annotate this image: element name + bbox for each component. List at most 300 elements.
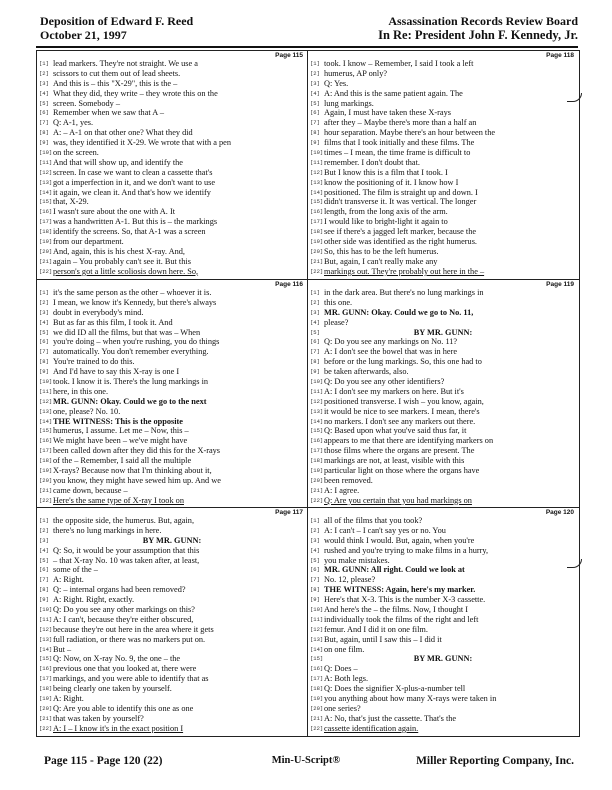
- transcript-line: [37, 188, 307, 198]
- line-text: MR. GUNN: Okay. Could we go to the next: [53, 396, 207, 406]
- line-number: [16]: [39, 437, 53, 445]
- transcript-line: [308, 536, 578, 546]
- transcript-line: [308, 69, 578, 79]
- line-number: [6]: [39, 338, 49, 346]
- header-rule: [36, 46, 578, 48]
- line-number: [8]: [39, 586, 49, 594]
- line-number: [11]: [310, 615, 324, 623]
- line-number: [1]: [39, 289, 49, 296]
- transcript-line: [37, 684, 307, 694]
- transcript-page: [308, 508, 578, 736]
- page-number: Page 115: [275, 52, 303, 59]
- line-text: we did ID all the films, but that was – When: [53, 327, 201, 337]
- line-text: know the positioning of it. I know how I: [324, 177, 459, 187]
- transcript-line: [308, 158, 578, 168]
- line-text: screen. Somebody –: [53, 98, 121, 108]
- line-number: [18]: [39, 457, 53, 465]
- line-text: MR. GUNN: Okay. Could we go to No. 11,: [324, 307, 474, 317]
- transcript-line: [37, 536, 307, 546]
- line-text: remember. I don't doubt that.: [324, 157, 420, 167]
- line-number: [14]: [310, 645, 324, 653]
- line-number: [2]: [310, 298, 320, 306]
- transcript-line: [37, 69, 307, 79]
- line-text: femur. And I did it on one film.: [324, 624, 428, 634]
- line-number: [15]: [310, 198, 324, 206]
- transcript-line: [308, 237, 578, 247]
- line-number: [19]: [310, 467, 324, 475]
- line-text: You're trained to do this.: [53, 357, 135, 367]
- transcript-line: [308, 308, 578, 318]
- line-text: was, they identified it X-29. We wrote that with a pen: [53, 138, 231, 148]
- line-text: doubt in everybody's mind.: [53, 307, 144, 317]
- line-number: [21]: [310, 257, 324, 265]
- line-text: But I know this is a film that I took. I: [324, 167, 448, 177]
- transcript-line: [37, 89, 307, 99]
- transcript-line: [37, 575, 307, 585]
- line-number: [17]: [310, 675, 324, 683]
- line-number: [19]: [310, 238, 324, 246]
- transcript-line: [308, 486, 578, 496]
- transcript-line: [308, 128, 578, 138]
- transcript-line: [308, 118, 578, 128]
- line-text: appears to me that there are identifying markers on: [324, 436, 494, 446]
- line-text: scissors to cut them out of lead sheets.: [53, 68, 181, 78]
- line-text: length, from the long axis of the arm.: [324, 207, 448, 217]
- deponent-title: Deposition of Edward F. Reed: [40, 14, 194, 28]
- line-number: [14]: [310, 188, 324, 196]
- line-number: [21]: [39, 714, 53, 722]
- line-number: [22]: [39, 267, 53, 275]
- line-text: positioned. The film is straight up and down. I: [324, 187, 478, 197]
- line-number: [7]: [310, 119, 320, 127]
- line-text: Q: – internal organs had been removed?: [53, 585, 186, 595]
- line-text: some of the –: [53, 565, 98, 575]
- line-number: [7]: [39, 119, 49, 127]
- line-number: [4]: [39, 318, 49, 326]
- line-text: positioned transverse. I wish – you know, again,: [324, 396, 484, 406]
- line-text: No. 12, please?: [324, 575, 376, 585]
- transcript-line: [37, 217, 307, 227]
- line-number: [13]: [310, 635, 324, 643]
- line-number: [12]: [310, 168, 324, 176]
- line-text: A: I don't see the bowel that was in here: [324, 347, 458, 357]
- line-text: screen. In case we want to clean a cassette that's: [53, 167, 213, 177]
- transcript-line: [308, 664, 578, 674]
- transcript-line: [37, 417, 307, 427]
- line-text: all of the films that you took?: [324, 516, 423, 525]
- line-text: Q: Does the signifier X-plus-a-number tell: [324, 684, 466, 694]
- transcript-line: [308, 724, 578, 734]
- transcript-line: [37, 247, 307, 257]
- line-text: Q: A-1, yes.: [53, 118, 94, 128]
- transcript-line: [37, 546, 307, 556]
- line-number: [9]: [39, 596, 49, 604]
- transcript-line: [37, 237, 307, 247]
- line-text: A: I – I know it's in the exact position I: [53, 723, 184, 733]
- line-number: [15]: [39, 198, 53, 206]
- transcript-page: [37, 51, 307, 279]
- line-text: person's got a little scoliosis down here. So,: [53, 266, 199, 276]
- line-number: [16]: [39, 665, 53, 673]
- footer-page-range: Page 115 - Page 120 (22): [44, 755, 163, 767]
- line-number: [19]: [39, 238, 53, 246]
- line-text: one, please? No. 10.: [53, 406, 121, 416]
- line-text: full radiation, or there was no markers put on.: [53, 634, 206, 644]
- line-text: was a handwritten A-1. But this is – the markings: [53, 217, 218, 227]
- line-text: BY MR. GUNN:: [413, 654, 473, 664]
- line-number: [10]: [39, 378, 53, 386]
- line-text: particular light on those where the organs have: [324, 466, 480, 476]
- line-number: [18]: [310, 228, 324, 236]
- line-text: Q: Based upon what you've said thus far, it: [324, 426, 467, 436]
- transcript-line: [37, 387, 307, 397]
- line-text: – that X-ray No. 10 was taken after, at least,: [53, 555, 200, 565]
- line-text: it again, we clean it. And that's how we identify: [53, 187, 211, 197]
- line-text: again – You probably can't see it. But this: [53, 256, 191, 266]
- line-text: Here's the same type of X-ray I took on: [53, 495, 184, 505]
- transcript-line: [37, 704, 307, 714]
- transcript-line: [308, 227, 578, 237]
- line-number: [12]: [310, 625, 324, 633]
- line-text: being clearly one taken by yourself.: [53, 684, 172, 694]
- transcript-line: [37, 466, 307, 476]
- line-number: [10]: [310, 378, 324, 386]
- line-text: But, again, until I saw this – I did it: [324, 634, 442, 644]
- transcript-line: [308, 188, 578, 198]
- transcript-line: [37, 645, 307, 655]
- line-number: [4]: [310, 546, 320, 554]
- line-number: [19]: [39, 467, 53, 475]
- transcript-line: [37, 168, 307, 178]
- line-number: [2]: [39, 526, 49, 534]
- line-text: Q: Yes.: [324, 78, 349, 88]
- transcript-line: [308, 148, 578, 158]
- line-text: please?: [324, 317, 349, 327]
- line-number: [1]: [310, 517, 320, 524]
- line-text: Again, I must have taken these X-rays: [324, 108, 451, 118]
- line-text: one series?: [324, 703, 361, 713]
- line-text: Remember when we saw that A –: [53, 108, 165, 118]
- line-text: Q: Are you certain that you had markings on: [324, 495, 472, 505]
- transcript-line: [37, 138, 307, 148]
- line-text: after they – Maybe there's more than a half an: [324, 118, 477, 128]
- line-number: [17]: [310, 447, 324, 455]
- line-number: [12]: [39, 168, 53, 176]
- transcript-line: [308, 347, 578, 357]
- line-number: [11]: [310, 158, 324, 166]
- line-text: So, this has to be the left humerus.: [324, 246, 439, 256]
- transcript-line: [308, 79, 578, 89]
- transcript-line: [37, 308, 307, 318]
- line-number: [21]: [39, 257, 53, 265]
- line-text: no markers. I don't see any markers out there.: [324, 416, 476, 426]
- transcript-line: [37, 615, 307, 625]
- line-number: [14]: [39, 188, 53, 196]
- line-text: times – I mean, the time frame is difficult to: [324, 148, 471, 158]
- transcript-line: [308, 565, 578, 575]
- deposition-date: October 21, 1997: [40, 28, 127, 42]
- transcript-line: [37, 197, 307, 207]
- line-text: And this is – this "X-29", this is the –: [53, 78, 178, 88]
- line-number: [13]: [39, 635, 53, 643]
- transcript-line: [308, 397, 578, 407]
- line-number: [10]: [310, 606, 324, 614]
- line-number: [20]: [39, 247, 53, 255]
- line-number: [7]: [310, 576, 320, 584]
- transcript-line: [308, 426, 578, 436]
- line-text: took. I know – Remember, I said I took a left: [324, 59, 474, 68]
- transcript-line: [308, 575, 578, 585]
- line-number: [2]: [39, 69, 49, 77]
- transcript-line: [308, 556, 578, 566]
- line-text: see if there's a jagged left marker, because the: [324, 227, 477, 237]
- transcript-line: [37, 486, 307, 496]
- transcript-line: [37, 585, 307, 595]
- line-text: because they're out here in the area where it gets: [53, 624, 214, 634]
- line-number: [17]: [39, 447, 53, 455]
- transcript-line: [37, 407, 307, 417]
- line-number: [16]: [310, 437, 324, 445]
- line-number: [13]: [39, 178, 53, 186]
- line-number: [9]: [310, 596, 320, 604]
- transcript-line: [308, 298, 578, 308]
- transcript-line: [37, 59, 307, 69]
- transcript-line: [37, 158, 307, 168]
- line-number: [20]: [310, 704, 324, 712]
- line-number: [3]: [39, 79, 49, 87]
- line-text: humerus, AP only?: [324, 68, 388, 78]
- line-number: [5]: [310, 556, 320, 564]
- transcript-line: [308, 247, 578, 257]
- line-number: [14]: [310, 417, 324, 425]
- line-text: I would like to bright-light it again to: [324, 217, 448, 227]
- line-number: [11]: [39, 615, 53, 623]
- line-text: got a imperfection in it, and we don't want to use: [53, 177, 216, 187]
- line-text: individually took the films of the right and left: [324, 614, 479, 624]
- transcript-line: [308, 476, 578, 486]
- line-number: [18]: [310, 685, 324, 693]
- line-number: [18]: [39, 685, 53, 693]
- line-text: A: – A-1 on that other one? What they did: [53, 128, 193, 138]
- transcript-line: [308, 377, 578, 387]
- transcript-line: [308, 99, 578, 109]
- line-number: [22]: [39, 496, 53, 504]
- line-text: it's the same person as the other – whoever it is.: [53, 288, 212, 297]
- line-text: BY MR. GUNN:: [413, 327, 473, 337]
- line-text: markings, and you were able to identify that as: [53, 674, 209, 684]
- board-title: Assassination Records Review Board: [388, 14, 578, 28]
- line-number: [14]: [39, 417, 53, 425]
- line-text: be taken afterwards, also.: [324, 367, 409, 377]
- line-text: A: I can't, because they're either obscured,: [53, 614, 194, 624]
- transcript-line: [308, 108, 578, 118]
- transcript-line: [308, 178, 578, 188]
- transcript-line: [308, 197, 578, 207]
- transcript-line: [308, 674, 578, 684]
- page-number: Page 116: [275, 281, 303, 288]
- matter-title: In Re: President John F. Kennedy, Jr.: [378, 28, 578, 42]
- line-text: But –: [53, 644, 72, 654]
- line-number: [15]: [39, 655, 53, 663]
- transcript-line: [37, 496, 307, 506]
- transcript-line: [37, 625, 307, 635]
- line-number: [17]: [310, 218, 324, 226]
- transcript-line: [37, 178, 307, 188]
- transcript-line: [308, 625, 578, 635]
- transcript-line: [37, 516, 307, 526]
- line-number: [6]: [39, 566, 49, 574]
- line-number: [7]: [39, 348, 49, 356]
- line-number: [12]: [39, 397, 53, 405]
- transcript-line: [308, 546, 578, 556]
- transcript-line: [37, 377, 307, 387]
- line-text: that, X-29.: [53, 197, 89, 207]
- transcript-line: [37, 674, 307, 684]
- transcript-line: [37, 605, 307, 615]
- transcript-line: [308, 694, 578, 704]
- transcript-line: [37, 328, 307, 338]
- line-text: other side was identified as the right humerus.: [324, 237, 477, 247]
- line-number: [16]: [310, 665, 324, 673]
- transcript-line: [308, 654, 578, 664]
- transcript-line: [37, 99, 307, 109]
- line-text: A: I agree.: [324, 485, 360, 495]
- transcript-line: [308, 328, 578, 338]
- transcript-line: [37, 714, 307, 724]
- transcript-line: [308, 635, 578, 645]
- transcript-line: [37, 298, 307, 308]
- transcript-line: [308, 367, 578, 377]
- line-text: came down, because –: [53, 485, 128, 495]
- page-number: Page 119: [546, 281, 574, 288]
- line-number: [11]: [39, 387, 53, 395]
- line-text: A: Right.: [53, 575, 84, 585]
- line-number: [11]: [310, 387, 324, 395]
- page-number: Page 117: [275, 509, 303, 516]
- transcript-line: [37, 108, 307, 118]
- line-number: [9]: [39, 139, 49, 147]
- line-number: [2]: [310, 69, 320, 77]
- transcript-line: [308, 217, 578, 227]
- transcript-line: [308, 267, 578, 277]
- transcript-line: [308, 456, 578, 466]
- line-number: [16]: [310, 208, 324, 216]
- transcript-line: [308, 436, 578, 446]
- line-number: [19]: [310, 695, 324, 703]
- transcript-line: [37, 257, 307, 267]
- transcript-line: [308, 207, 578, 217]
- line-number: [9]: [39, 368, 49, 376]
- page-header: [0, 0, 612, 50]
- line-text: BY MR. GUNN:: [142, 535, 202, 545]
- line-text: A: I can't – I can't say yes or no. You: [324, 525, 446, 535]
- line-number: [3]: [310, 79, 320, 87]
- line-number: [22]: [310, 496, 324, 504]
- line-number: [6]: [310, 109, 320, 117]
- transcript-line: [308, 704, 578, 714]
- line-text: I mean, we know it's Kennedy, but there's always: [53, 297, 217, 307]
- transcript-page: [308, 280, 578, 508]
- line-number: [4]: [310, 89, 320, 97]
- transcript-line: [37, 595, 307, 605]
- transcript-line: [308, 446, 578, 456]
- transcript-line: [37, 694, 307, 704]
- transcript-line: [37, 397, 307, 407]
- transcript-line: [308, 684, 578, 694]
- line-text: And, again, this is his chest X-ray. And,: [53, 246, 185, 256]
- line-text: automatically. You don't remember everything.: [53, 347, 209, 357]
- transcript-line: [308, 417, 578, 427]
- transcript-line: [308, 357, 578, 367]
- line-number: [5]: [310, 328, 320, 336]
- transcript-line: [37, 635, 307, 645]
- line-text: X-rays? Because now that I'm thinking about it,: [53, 466, 212, 476]
- line-number: [17]: [39, 675, 53, 683]
- line-text: lung markings.: [324, 98, 374, 108]
- line-number: [3]: [310, 536, 320, 544]
- line-number: [15]: [310, 427, 324, 435]
- line-number: [9]: [310, 368, 320, 376]
- page-number: Page 120: [545, 509, 574, 516]
- line-text: rushed and you're trying to make films in a hurry,: [324, 545, 489, 555]
- line-text: A: Both legs.: [324, 674, 369, 684]
- line-text: it would be nice to see markers. I mean, there's: [324, 406, 480, 416]
- transcript-line: [37, 207, 307, 217]
- line-number: [8]: [39, 129, 49, 137]
- line-number: [14]: [39, 645, 53, 653]
- transcript-line: [37, 227, 307, 237]
- line-number: [20]: [310, 476, 324, 484]
- line-text: on the screen.: [53, 148, 99, 158]
- line-text: lead markers. They're not straight. We use a: [53, 59, 198, 68]
- line-text: didn't transverse it. It was vertical. The longer: [324, 197, 477, 207]
- transcript-line: [308, 585, 578, 595]
- line-number: [3]: [39, 308, 49, 316]
- line-number: [5]: [310, 99, 320, 107]
- line-text: been removed.: [324, 475, 373, 485]
- transcript-line: [308, 337, 578, 347]
- line-text: I wasn't sure about the one with A. It: [53, 207, 176, 217]
- line-number: [10]: [310, 149, 324, 157]
- line-text: films that I took initially and these films. The: [324, 138, 475, 148]
- line-number: [17]: [39, 218, 53, 226]
- line-text: Q: Does –: [324, 664, 358, 674]
- transcript-page: [37, 280, 307, 508]
- line-number: [1]: [310, 289, 320, 296]
- line-text: the opposite side, the humerus. But, again,: [53, 516, 195, 525]
- line-text: A: I don't see my markers on here. But it's: [324, 386, 464, 396]
- transcript-line: [308, 407, 578, 417]
- line-number: [1]: [310, 60, 320, 67]
- transcript-page: [308, 51, 578, 279]
- line-text: cassette identification again.: [324, 723, 419, 733]
- transcript-line: [37, 288, 307, 298]
- line-text: A: Right.: [53, 694, 84, 704]
- line-number: [9]: [310, 139, 320, 147]
- footer-product: Min-U-Script®: [271, 755, 341, 766]
- transcript-line: [37, 128, 307, 138]
- line-text: We might have been – we've might have: [53, 436, 188, 446]
- line-text: MR. GUNN: All right. Could we look at: [324, 565, 465, 575]
- transcript-line: [37, 426, 307, 436]
- line-text: humerus, I assume. Let me – Now, this –: [53, 426, 189, 436]
- line-number: [8]: [310, 586, 320, 594]
- transcript-line: [37, 337, 307, 347]
- transcript-grid: [36, 50, 580, 737]
- line-text: hour separation. Maybe there's an hour between the: [324, 128, 496, 138]
- line-number: [13]: [39, 407, 53, 415]
- transcript-line: [308, 496, 578, 506]
